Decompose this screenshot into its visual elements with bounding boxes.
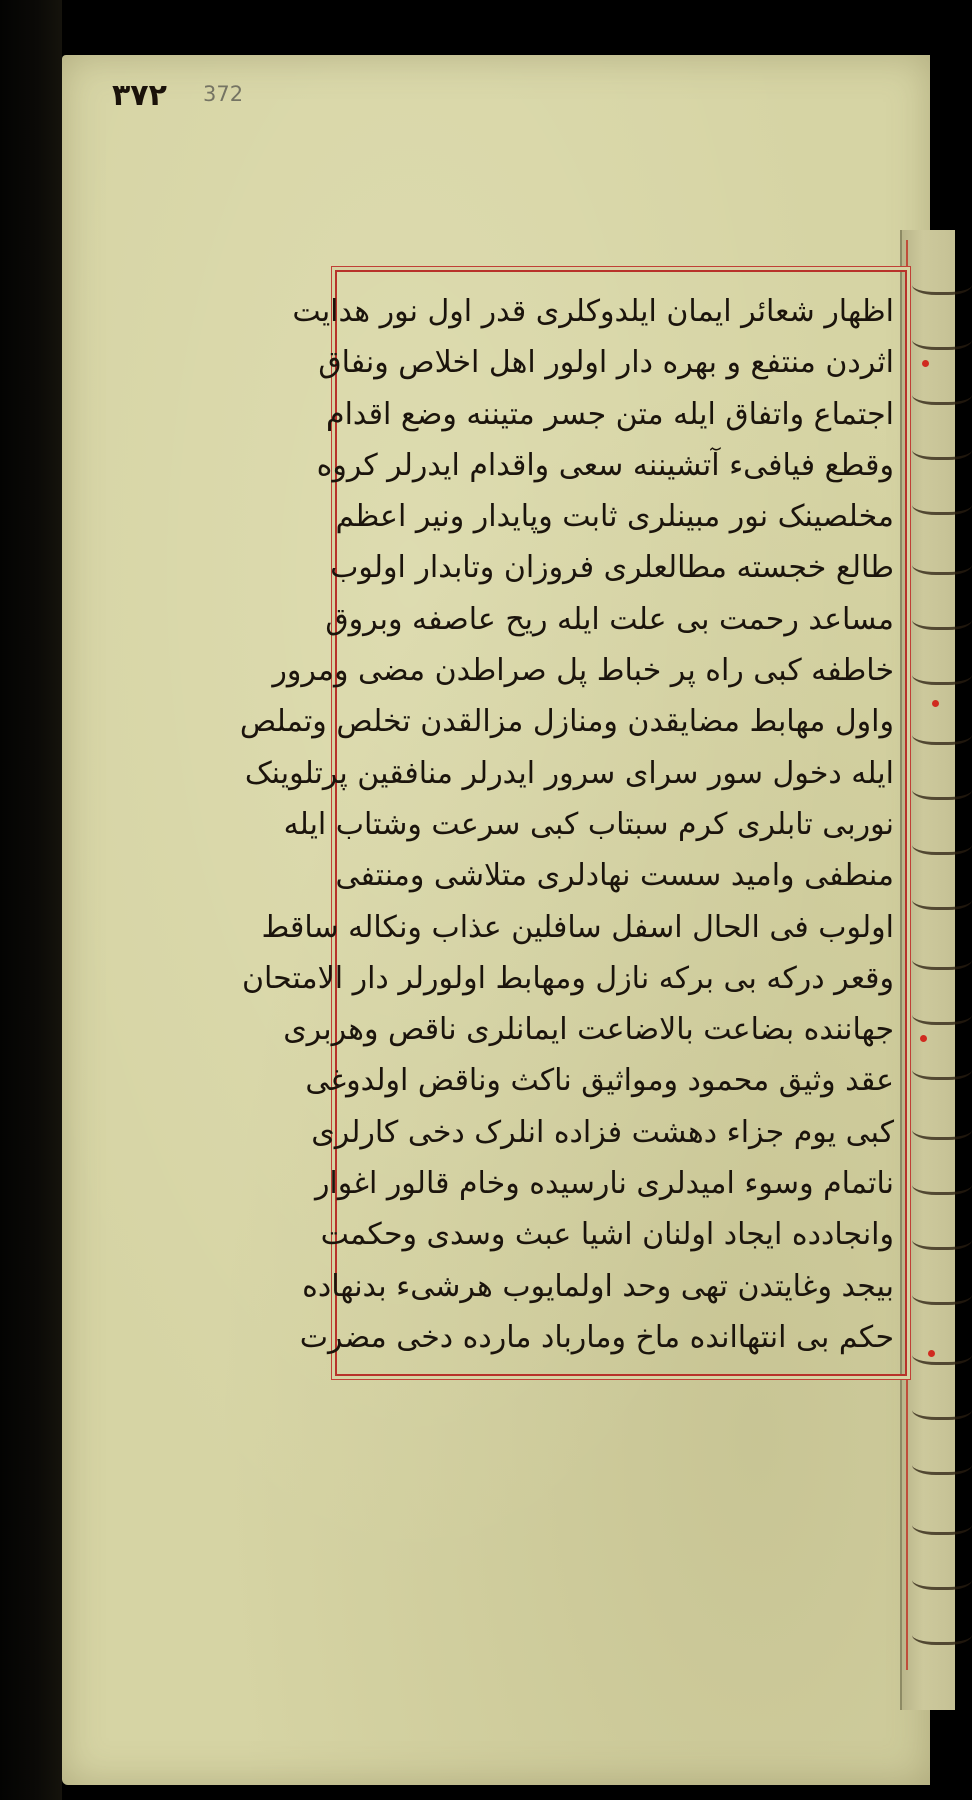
text-line: اظهار شعائر ایمان ایلدوکلری قدر اول نور هدایت bbox=[292, 294, 894, 329]
text-line: خاطفه کبی راه پر خباط پل صراطدن مضی ومرور bbox=[272, 653, 894, 689]
text-line: وانجادده ایجاد اولنان اشیا عبث وسدی وحکمت bbox=[320, 1217, 894, 1253]
text-block bbox=[239, 290, 894, 1360]
text-line: وقعر درکه بی برکه نازل ومهابط اولورلر دار الامتحان bbox=[241, 960, 894, 996]
text-line: کبی یوم جزاء دهشت فزاده انلرک دخی کارلری bbox=[311, 1114, 894, 1150]
folio-number: ٣٧٢ bbox=[112, 78, 167, 113]
text-line: واول مهابط مضایقدن ومنازل مزالقدن تخلص وتملص bbox=[239, 704, 894, 740]
text-line: ناتمام وسوء امیدلری نارسیده وخام قالور اغوار bbox=[314, 1166, 894, 1202]
text-line: اجتماع واتفاق ایله متن جسر متیننه وضع اقدام bbox=[326, 396, 894, 432]
text-line: منطفی وامید سست نهادلری متلاشی ومنتفی bbox=[335, 858, 894, 894]
text-line: جهاننده بضاعت بالاضاعت ایمانلری ناقص وهربری bbox=[283, 1012, 894, 1048]
binding-shadow bbox=[0, 0, 62, 1800]
text-line: اولوب فی الحال اسفل سافلین عذاب ونکاله ساقط bbox=[261, 909, 894, 945]
text-line: نوربی تابلری کرم سبتاب کبی سرعت وشتاب ایله bbox=[283, 806, 894, 842]
text-line: مساعد رحمت بی علت ایله ریح عاصفه وبروق bbox=[325, 601, 894, 637]
text-line: طالع خجسته مطالعلری فروزان وتابدار اولوب bbox=[330, 550, 894, 586]
text-line: مخلصینک نور مبینلری ثابت وپایدار ونیر اعظم bbox=[335, 499, 894, 535]
facing-page-edge bbox=[900, 230, 955, 1710]
pencil-folio-number: 372 bbox=[203, 82, 244, 106]
text-line: اثردن منتفع و بهره دار اولور اهل اخلاص ونفاق bbox=[318, 345, 894, 381]
text-line: وقطع فیافیء آتشیننه سعی واقدام ایدرلر کروه bbox=[316, 447, 894, 483]
text-line: بیجد وغایتدن تهی وحد اولمایوب هرشیء بدنهاده bbox=[302, 1268, 894, 1304]
text-line: حکم بی انتهاانده ماخ ومارباد مارده دخی مضرت bbox=[299, 1319, 894, 1355]
text-line: عقد وثیق محمود ومواثیق ناکث وناقض اولدوغی bbox=[305, 1063, 894, 1099]
text-line: ایله دخول سور سرای سرور ایدرلر منافقین پرتلوینک bbox=[244, 755, 894, 791]
